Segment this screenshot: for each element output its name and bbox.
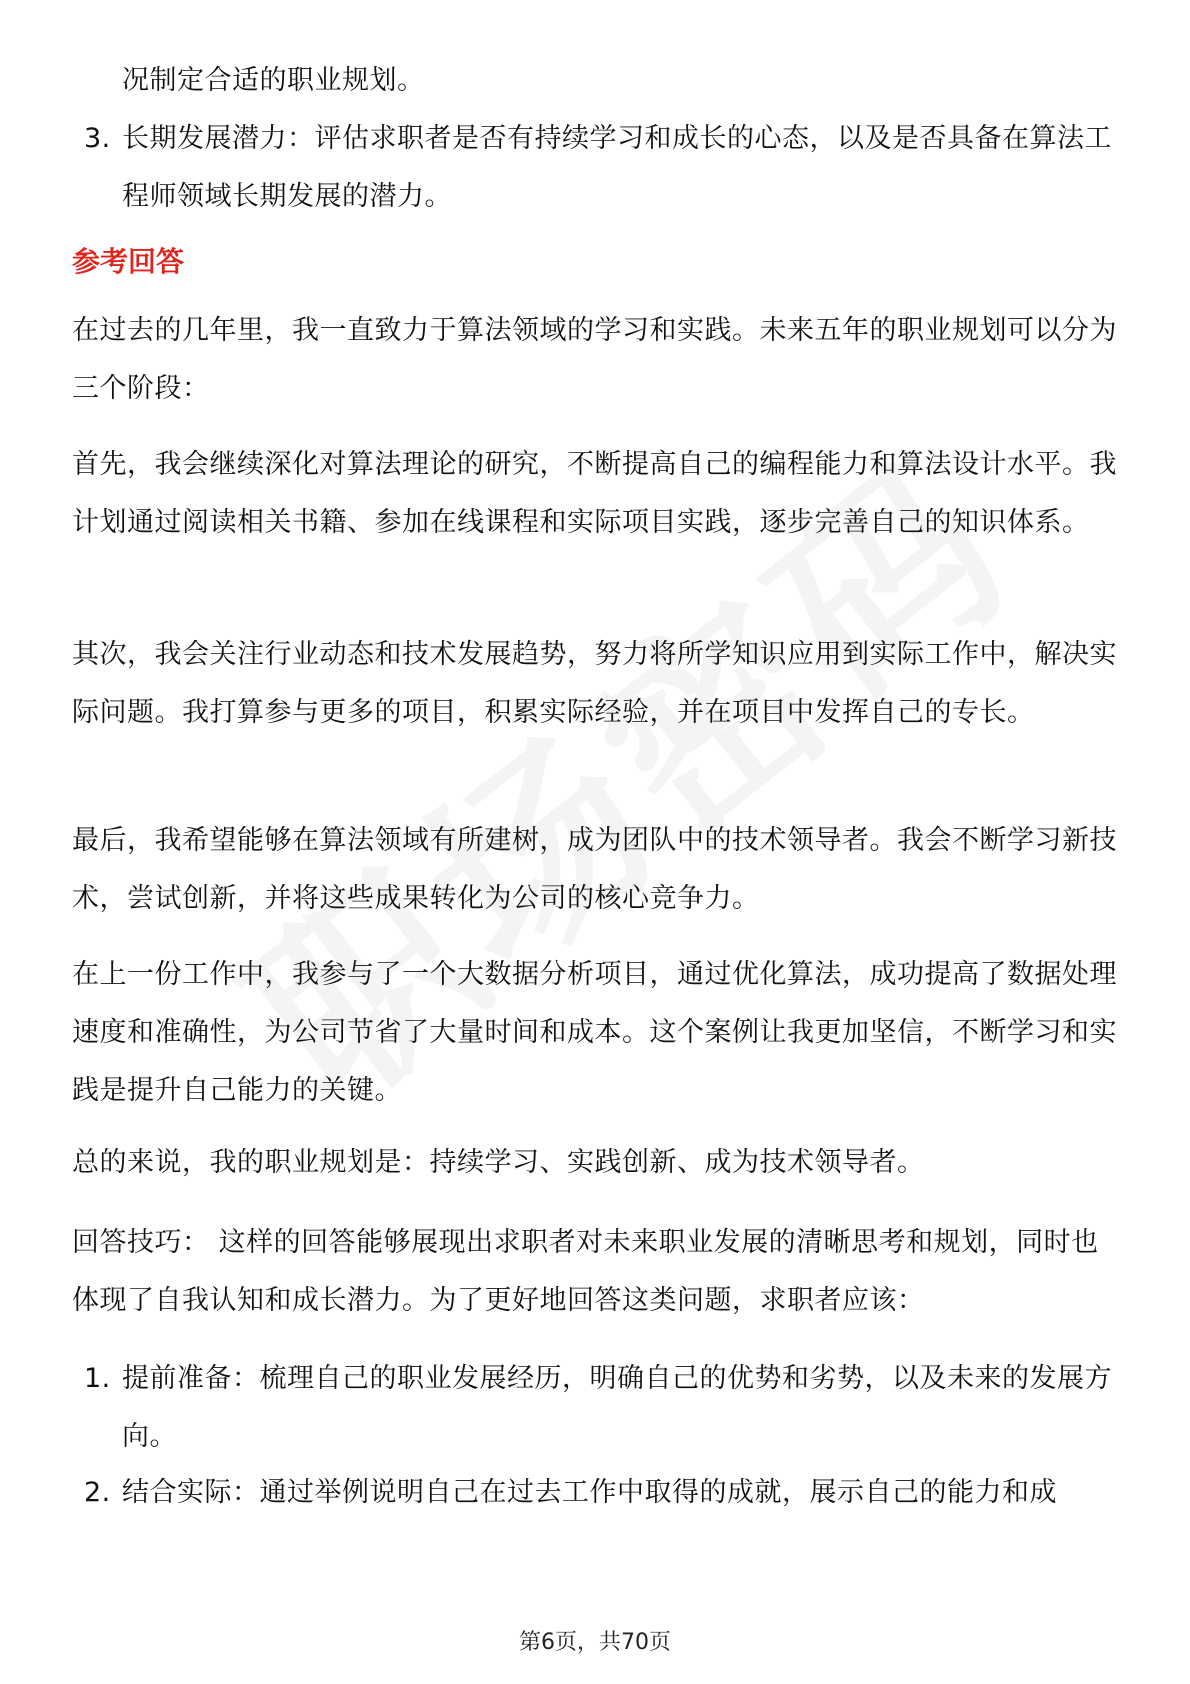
- paragraph-first: 首先，我会继续深化对算法理论的研究，不断提高自己的编程能力和算法设计水平。我计划通过阅读相关书籍、参加在线课程和实际项目实践，逐步完善自己的知识体系。: [72, 449, 1117, 538]
- list-text: 结合实际：通过举例说明自己在过去工作中取得的成就，展示自己的能力和成: [122, 1477, 1057, 1508]
- list-number: 1.: [84, 1363, 111, 1394]
- paragraph-case: 在上一份工作中，我参与了一个大数据分析项目，通过优化算法，成功提高了数据处理速度和准确性，为公司节省了大量时间和成本。这个案例让我更加坚信，不断学习和实践是提升自己能力的关键。: [72, 959, 1117, 1106]
- page-footer: 第6页，共70页: [519, 1630, 671, 1655]
- paragraph-intro: 在过去的几年里，我一直致力于算法领域的学习和实践。未来五年的职业规划可以分为三个阶段：: [72, 315, 1117, 404]
- list-number: 2.: [84, 1477, 111, 1508]
- paragraph-summary: 总的来说，我的职业规划是：持续学习、实践创新、成为技术领导者。: [72, 1147, 925, 1178]
- paragraph-tips: 回答技巧： 这样的回答能够展现出求职者对未来职业发展的清晰思考和规划，同时也体现了自我认知和成长潜力。为了更好地回答这类问题，求职者应该：: [72, 1227, 1099, 1316]
- list-number: 3.: [84, 123, 111, 154]
- list-text: 提前准备：梳理自己的职业发展经历，明确自己的优势和劣势，以及未来的发展方向。: [122, 1363, 1112, 1452]
- list-item: [84, 1464, 1118, 1522]
- list-text: 长期发展潜力：评估求职者是否有持续学习和成长的心态，以及是否具备在算法工程师领域长期发展的潜力。: [122, 123, 1112, 212]
- paragraph-second: 其次，我会关注行业动态和技术发展趋势，努力将所学知识应用到实际工作中，解决实际问题。我打算参与更多的项目，积累实际经验，并在项目中发挥自己的专长。: [72, 639, 1117, 728]
- list-item: [84, 110, 1118, 226]
- list-item: [84, 1350, 1118, 1466]
- section-title: 参考回答: [72, 245, 185, 278]
- paragraph-third: 最后，我希望能够在算法领域有所建树，成为团队中的技术领导者。我会不断学习新技术，尝试创新，并将这些成果转化为公司的核心竞争力。: [72, 825, 1117, 914]
- intro-continuation: 况制定合适的职业规划。: [122, 65, 425, 96]
